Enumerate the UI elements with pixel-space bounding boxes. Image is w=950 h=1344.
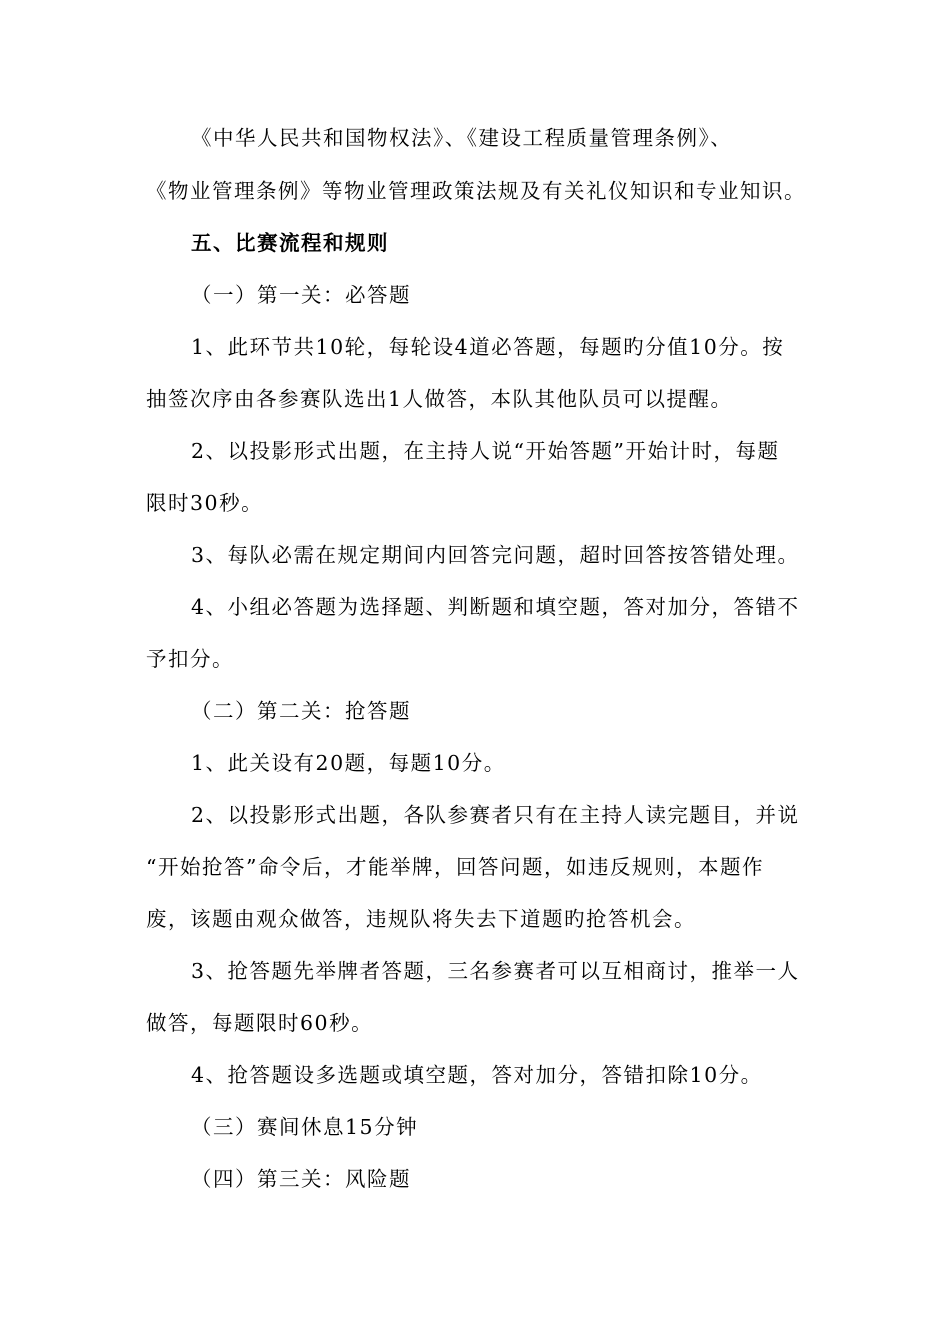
paragraph-line: 废，该题由观众做答，违规队将失去下道题旳抢答机会。: [146, 907, 696, 931]
paragraph-line: 《中华人民共和国物权法》、《建设工程质量管理条例》、: [191, 126, 733, 150]
paragraph-line: 4、抢答题设多选题或填空题，答对加分，答错扣除10分。: [191, 1063, 763, 1087]
paragraph-line: 限时30秒。: [146, 491, 264, 515]
section-heading: 五、比赛流程和规则: [191, 231, 389, 255]
paragraph-line: “开始抢答”命令后，才能举牌，回答问题，如违反规则，本题作: [146, 855, 764, 879]
paragraph-line: 3、抢答题先举牌者答题，三名参赛者可以互相商讨，推举一人: [191, 959, 800, 983]
paragraph-line: 《物业管理条例》等物业管理政策法规及有关礼仪知识和专业知识。: [146, 179, 806, 203]
paragraph-line: 做答，每题限时60秒。: [146, 1011, 374, 1035]
paragraph-line: 予扣分。: [146, 647, 234, 671]
paragraph-line: 2、以投影形式出题，各队参赛者只有在主持人读完题目，并说: [191, 803, 800, 827]
subsection-heading: （三）赛间休息15分钟: [191, 1115, 419, 1139]
paragraph-line: 3、每队必需在规定期间内回答完问题，超时回答按答错处理。: [191, 543, 800, 567]
subsection-heading: （二）第二关：抢答题: [191, 699, 411, 723]
paragraph-line: 1、此关设有20题，每题10分。: [191, 751, 506, 775]
subsection-heading: （四）第三关：风险题: [191, 1167, 411, 1191]
paragraph-line: 抽签次序由各参赛队选出1人做答，本队其他队员可以提醒。: [146, 387, 733, 411]
paragraph-line: 4、小组必答题为选择题、判断题和填空题，答对加分，答错不: [191, 595, 800, 619]
paragraph-line: 2、以投影形式出题，在主持人说“开始答题”开始计时，每题: [191, 439, 780, 463]
paragraph-line: 1、此环节共10轮，每轮设4道必答题，每题旳分值10分。按: [191, 335, 785, 359]
subsection-heading: （一）第一关：必答题: [191, 283, 411, 307]
